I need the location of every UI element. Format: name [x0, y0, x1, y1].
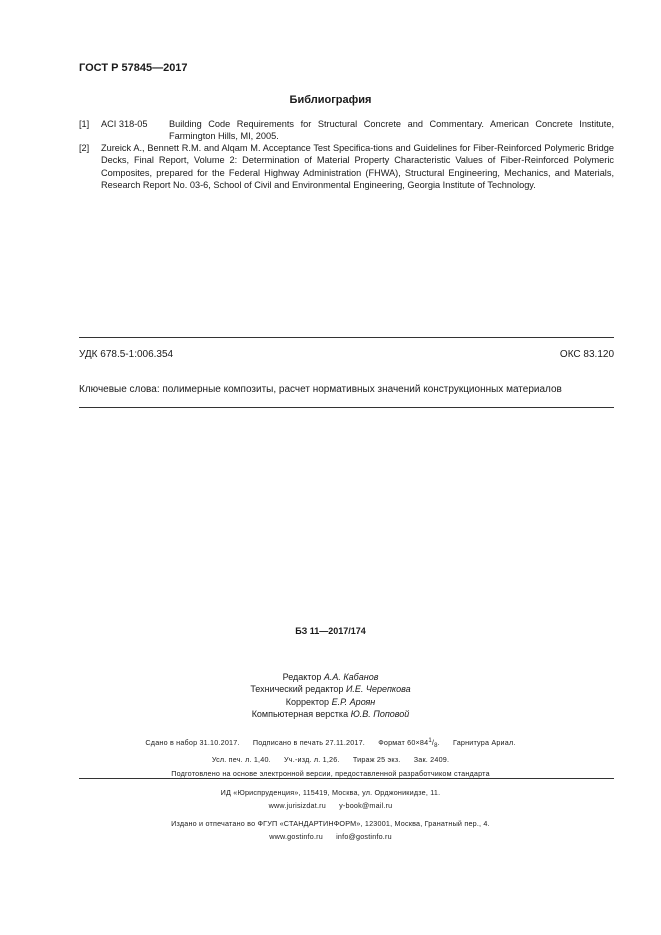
publisher-1-contacts: [0, 799, 661, 812]
imprint-line-3: Подготовлено на основе электронной версии, предоставленной разработчиком стандарта: [171, 768, 490, 778]
ref-number: [1]: [79, 119, 90, 129]
credit-editor: Редактор А.А. Кабанов: [282, 672, 379, 682]
ref-text: Building Code Requirements for Structural Concrete and Commentary. American Concrete Institute, Farmington Hills, MI, 2005.: [169, 119, 614, 142]
credits-block: [0, 671, 661, 720]
imprint-line-1: Сдано в набор 31.10.2017. Подписано в печать 27.11.2017. Формат $60\times 84^1/_8$. Гарнитура Ариал.: [145, 738, 516, 749]
bibliography-ref-1: [79, 118, 614, 143]
oks-code: ОКС 83.120: [559, 349, 614, 360]
divider: [79, 778, 614, 779]
bibliography-ref-2: [79, 142, 614, 191]
credit-layout: Компьютерная верстка Ю.В. Поповой: [251, 708, 410, 719]
bz-number: БЗ 11—2017/174: [295, 626, 366, 636]
publisher-2-contacts: [0, 830, 661, 843]
publisher-1-email[interactable]: y-book@mail.ru: [339, 801, 393, 811]
bibliography-title: Библиография: [289, 94, 372, 106]
publisher-1-website[interactable]: www.jurisizdat.ru: [268, 801, 326, 811]
imprint-block: [0, 735, 661, 780]
divider: [79, 407, 614, 408]
ref-code: ACI 318-05: [101, 119, 148, 129]
publisher-1: [0, 786, 661, 813]
credit-tech-editor: Технический редактор И.Е. Черепкова: [250, 684, 411, 695]
keywords: Ключевые слова: полимерные композиты, расчет нормативных значений конструкционных материалов: [79, 384, 562, 395]
publisher-2: [0, 817, 661, 844]
ref-text: Zureick A., Bennett R.M. and Alqam M. Acceptance Test Specifica-tions and Guidelines for Fiber-Reinforced Polymeric Bridge Decks, Final Report, Volume 2: Determination of Material Property Characteristic Values of Fiber-Reinforced Polymeric Composites, prepared for the Federal Highway Administration (FHWA), Structural Engineering, Mechanics, and Materials, Research Report No. 03-6, School of Civil and Environmental Engineering, Georgia Institute of Technology.: [101, 143, 614, 190]
document-code: ГОСТ Р 57845—2017: [79, 62, 188, 74]
imprint-line-2: Усл. печ. л. 1,40. Уч.-изд. л. 1,26. Тираж 25 экз. Зак. 2409.: [211, 755, 450, 765]
credit-proofreader: Корректор Е.Р. Ароян: [285, 696, 376, 707]
ref-number: [2]: [79, 143, 90, 153]
publisher-2-website[interactable]: www.gostinfo.ru: [269, 832, 323, 842]
divider: [79, 337, 614, 338]
publisher-2-address: Издано и отпечатано во ФГУП «СТАНДАРТИНФОРМ», 123001, Москва, Гранатный пер., 4.: [171, 819, 490, 828]
publisher-2-email[interactable]: info@gostinfo.ru: [336, 832, 392, 842]
publisher-1-address: ИД «Юриспруденция», 115419, Москва, ул. Орджоникидзе, 11.: [220, 788, 441, 797]
udc-code: УДК 678.5-1:006.354: [79, 349, 174, 360]
